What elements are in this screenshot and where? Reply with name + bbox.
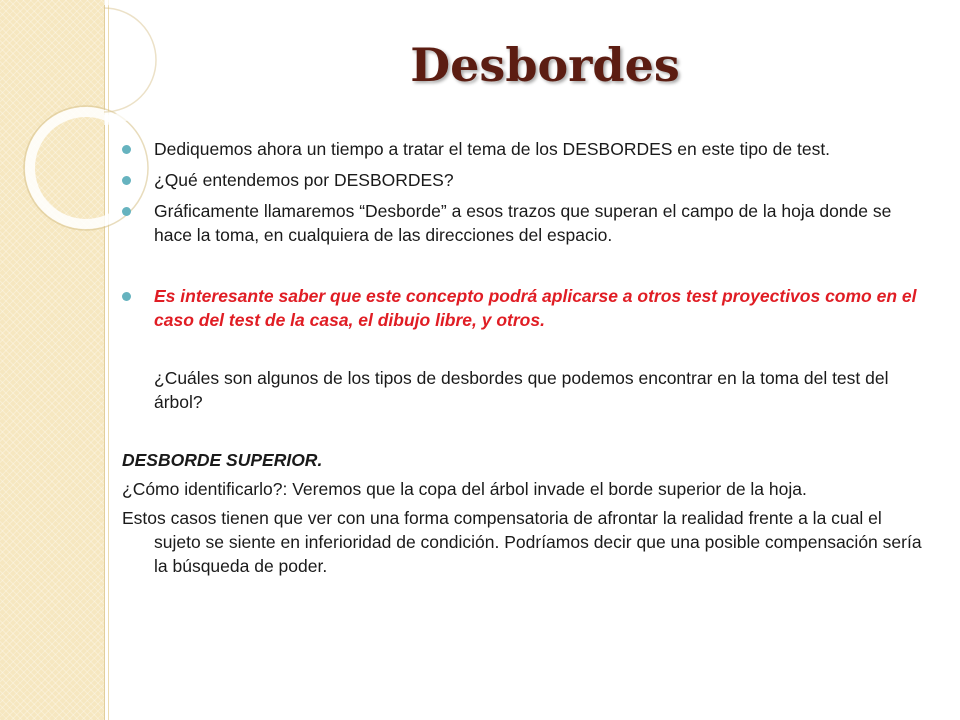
explanation-paragraph: Estos casos tienen que ver con una forma compensatoria de afrontar la realidad frente a la cual el sujeto se siente en inferioridad de condición. Podríamos decir que una posible compensación sería la búsqueda de poder. bbox=[122, 508, 922, 576]
bullet-item-3 bbox=[122, 199, 922, 247]
section-heading: DESBORDE SUPERIOR. bbox=[122, 450, 323, 470]
bullet-text: Dediquemos ahora un tiempo a tratar el tema de los DESBORDES en este tipo de test. bbox=[154, 139, 831, 159]
slide-title: Desbordes bbox=[410, 38, 680, 92]
identify-paragraph: ¿Cómo identificarlo?: Veremos que la copa del árbol invade el borde superior de la hoja. bbox=[122, 479, 807, 499]
bullet-text: ¿Qué entendemos por DESBORDES? bbox=[154, 170, 454, 190]
highlight-text: Es interesante saber que este concepto podrá aplicarse a otros test proyectivos como en el caso del test de la casa, el dibujo libre, y otros. bbox=[154, 286, 917, 330]
slide-body bbox=[122, 137, 922, 578]
bullet-dot-icon bbox=[122, 292, 131, 301]
bullet-text: Gráficamente llamaremos “Desborde” a esos trazos que superan el campo de la hoja donde se hace la toma, en cualquiera de las direcciones del espacio. bbox=[154, 201, 892, 245]
bullet-dot-icon bbox=[122, 145, 131, 154]
bullet-item-highlight bbox=[122, 284, 922, 332]
question-paragraph: ¿Cuáles son algunos de los tipos de desbordes que podemos encontrar en la toma del test del árbol? bbox=[154, 368, 889, 412]
bullet-item-1 bbox=[122, 137, 922, 161]
bullet-dot-icon bbox=[122, 207, 131, 216]
bullet-dot-icon bbox=[122, 176, 131, 185]
bullet-item-2 bbox=[122, 168, 922, 192]
